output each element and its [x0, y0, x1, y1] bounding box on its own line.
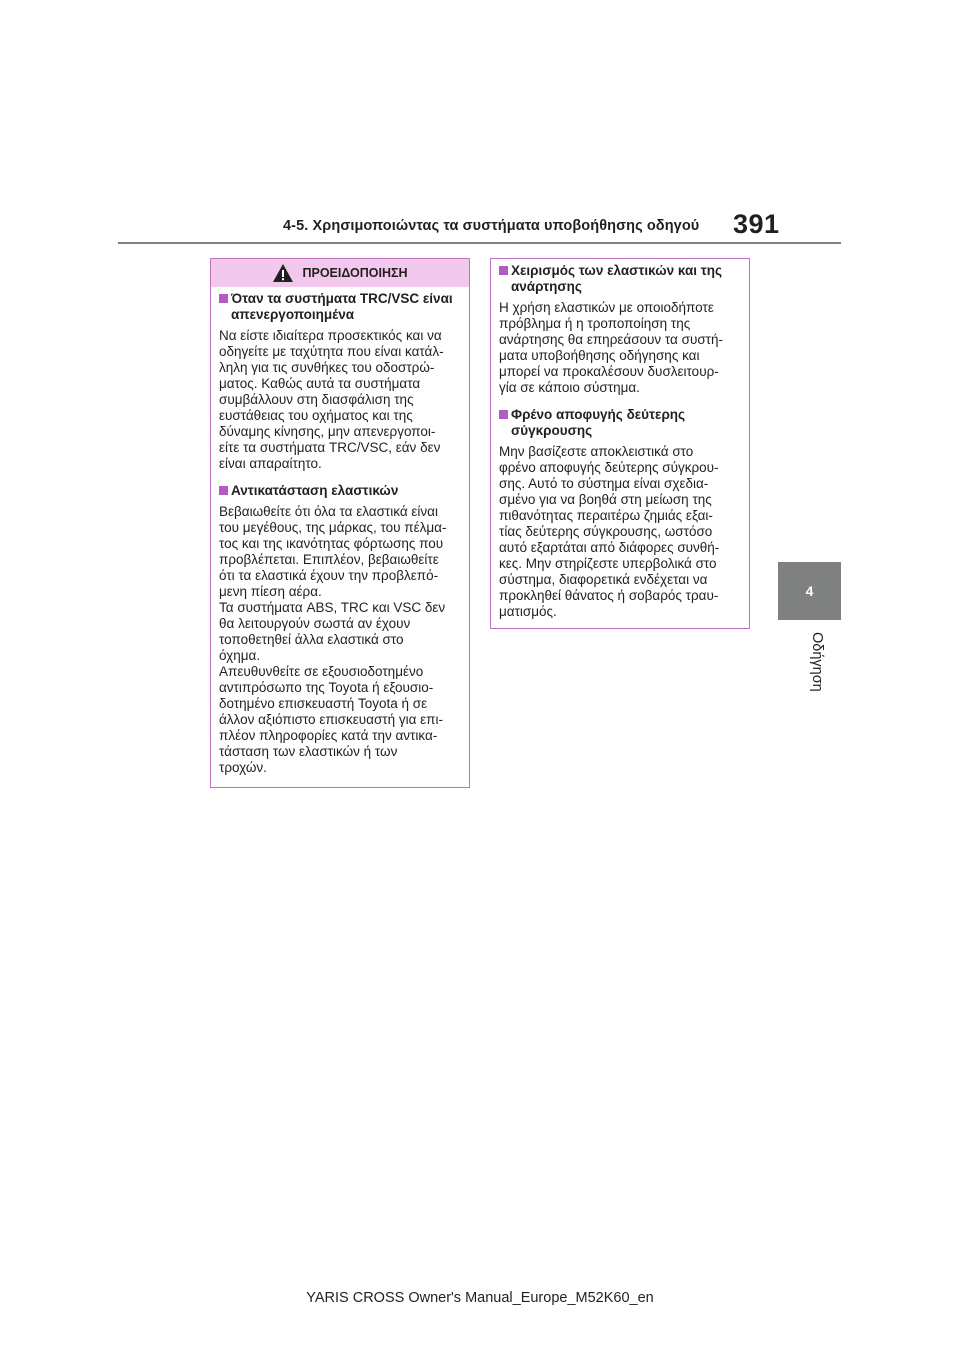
section-paragraph: Βεβαιωθείτε ότι όλα τα ελαστικά είναι του μεγέθους, της μάρκας, του πέλμα- τος και της ικανότητας φόρτωσης που προβλέπεται. Επιπλέον, βεβαιωθείτε ότι τα ελαστικά έχουν την προβλεπό- μενη πίεση αέρα. Τα συστήματα ABS, TRC και VSC δεν θα λειτουργούν σωστά αν έχουν τοποθετηθεί άλλα ελαστικά στο όχημα. Απευθυνθείτε σε εξουσιοδοτημένο αντιπρόσωπο της Toyota ή εξουσιο- δοτημένο επισκευαστή Toyota ή σε άλλον αξιόπιστο επισκευαστή για επι- πλέον πληροφορίες κατά την αντικα- τάσταση των ελαστικών ή των τροχών.: [219, 504, 447, 775]
section-heading: Όταν τα συστήματα TRC/VSC είναι απενεργοποιημένα: [231, 291, 453, 322]
chapter-name: Οδήγηση: [809, 632, 825, 692]
chapter-number: 4: [805, 583, 814, 599]
square-bullet-icon: [499, 266, 508, 275]
section-heading: Φρένο αποφυγής δεύτερης σύγκρουσης: [511, 407, 686, 438]
caution-box-continued: [490, 258, 750, 629]
section-paragraph: Να είστε ιδιαίτερα προσεκτικός και να οδηγείτε με ταχύτητα που είναι κατάλ- ληλη για τις συνθήκες του οδοστρώ- ματος. Καθώς αυτά τα συστήματα συμβάλλουν στη διασφάλιση της ευστάθειας του οχήματος και της δύναμης κίνησης, μην απενεργοποι- είτε τα συστήματα TRC/VSC, εάν δεν είναι απαραίτητο.: [219, 328, 444, 471]
section-title: 4-5. Χρησιμοποιώντας τα συστήματα υποβοήθησης οδηγού: [283, 218, 700, 234]
caution-section: [499, 407, 741, 620]
square-bullet-icon: [219, 486, 228, 495]
page-footer: YARIS CROSS Owner's Manual_Europe_M52K60_en: [306, 1290, 654, 1306]
caution-box: [210, 258, 470, 788]
section-heading: Αντικατάσταση ελαστικών: [231, 483, 399, 498]
warning-triangle-icon: [272, 263, 294, 283]
section-paragraph: Μην βασίζεστε αποκλειστικά στο φρένο αποφυγής δεύτερης σύγκρου- σης. Αυτό το σύστημα είναι σχεδια- σμένο για να βοηθά στη μείωση της πιθανότητας περαιτέρω ζημιάς εξαι- τίας δεύτερης σύγκρουσης, ωστόσο αυτό εξαρτάται από διάφορες συνθή- κες. Μην στηρίζεστε υπερβολικά στο σύστημα, διαφορετικά ενδέχεται να προκληθεί θάνατος ή σοβαρός τραυ- ματισμός.: [499, 444, 720, 619]
caution-heading: ΠΡΟΕΙΔΟΠΟΙΗΣΗ: [302, 266, 408, 280]
page-number: 391: [733, 209, 780, 239]
square-bullet-icon: [219, 294, 228, 303]
chapter-tab: [778, 562, 841, 620]
caution-section: [219, 483, 461, 776]
square-bullet-icon: [499, 410, 508, 419]
caution-section: [499, 263, 741, 396]
caution-section: [219, 291, 461, 472]
caution-header: [211, 259, 469, 287]
section-paragraph: Η χρήση ελαστικών με οποιοδήποτε πρόβλημα ή η τροποποίηση της ανάρτησης θα επηρεάσουν τα συστή- ματα υποβοήθησης οδήγησης και μπορεί να προκαλέσουν δυσλειτουρ- γία σε κάποιο σύστημα.: [499, 300, 723, 395]
header-divider: [118, 242, 841, 244]
section-heading: Χειρισμός των ελαστικών και της ανάρτησης: [511, 263, 723, 294]
